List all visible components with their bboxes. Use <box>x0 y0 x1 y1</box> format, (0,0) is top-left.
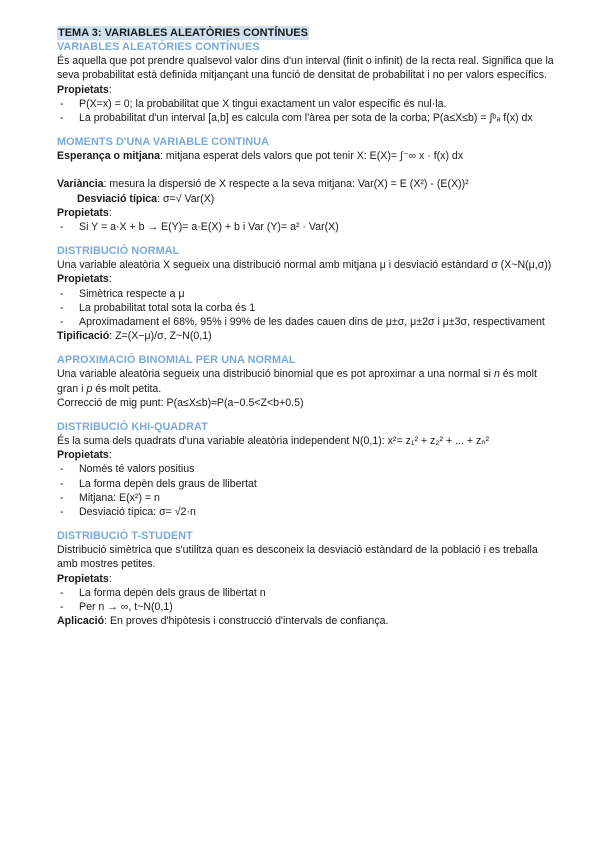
section-intro: És la suma dels quadrats d'una variable aleatòria independent N(0,1): x²= z₁² + z₂² + ... + zₙ² <box>57 435 490 448</box>
properties-list <box>57 97 557 125</box>
standardization-line: Tipificació: Z=(X−μ)/σ, Z~N(0,1) <box>57 330 212 343</box>
properties-heading: Propietats: <box>57 572 112 585</box>
properties-list <box>57 462 557 519</box>
properties-list <box>57 586 557 614</box>
section-intro: Una variable aleatòria segueix una distribució binomial que es pot aproximar a una normal si n és molt gran i p és molt petita. <box>57 368 537 395</box>
section-intro: És aquella que pot prendre qualsevol valor dins d'un interval (finit o infinit) de la recta real. Significa que la seva probabilitat està definida mitjançant una funció de densitat de probabilitat i no per valors específics. <box>57 55 554 82</box>
list-item: - La probabilitat d'un interval [a,b] es calcula com l'àrea per sota de la corba; P(a≤X≤b) = ∫ᵇₐ f(x) dx <box>57 111 557 125</box>
section-heading: MOMENTS D'UNA VARIABLE CONTINUA <box>57 136 269 149</box>
document-body <box>57 26 557 629</box>
properties-list <box>57 220 557 234</box>
application-line: Aplicació: En proves d'hipòtesis i construcció d'intervals de confiança. <box>57 615 389 628</box>
expectation-line: Esperança o mitjana: mitjana esperat dels valors que pot tenir X: E(X)= ∫⁻∞ x · f(x) dx <box>57 150 464 163</box>
section-t-student <box>57 529 557 628</box>
section-variables-aleatories <box>57 40 557 125</box>
section-moments <box>57 135 557 234</box>
section-binomial-approx <box>57 353 557 410</box>
spacer <box>57 163 557 177</box>
properties-heading: Propietats: <box>57 206 112 219</box>
list-item: - La forma depèn dels graus de llibertat <box>57 477 557 491</box>
list-item: - P(X=x) = 0; la probabilitat que X tingui exactament un valor específic és nul·la. <box>57 97 557 111</box>
section-heading: APROXIMACIÓ BINOMIAL PER UNA NORMAL <box>57 354 296 367</box>
correction-line: Correcció de mig punt: P(a≤X≤b)≈P(a−0.5<Z<b+0.5) <box>57 396 304 409</box>
list-item: - Simètrica respecte a μ <box>57 287 557 301</box>
section-heading: VARIABLES ALEATÒRIES CONTÍNUES <box>57 41 260 54</box>
document-title: TEMA 3: VARIABLES ALEATÒRIES CONTÍNUES <box>58 27 308 39</box>
list-item: - Per n → ∞, t~N(0,1) <box>57 600 557 614</box>
section-intro: Una variable aleatòria X segueix una distribució normal amb mitjana μ i desviació estàndard σ (X~N(μ,σ)) <box>57 259 552 272</box>
std-dev-line: Desviació típica: σ=√ Var(X) <box>77 192 215 205</box>
list-item: - La forma depèn dels graus de llibertat n <box>57 586 557 600</box>
section-intro: Distribució simètrica que s'utilitza quan es desconeix la desviació estàndard de la població i es treballa amb mostres petites. <box>57 544 538 571</box>
list-item: - Aproximadament el 68%, 95% i 99% de les dades cauen dins de μ±σ, μ±2σ i μ±3σ, respectivament <box>57 315 557 329</box>
variance-line: Variància: mesura la dispersió de X respecte a la seva mitjana: Var(X) = E (X²) - (E(X))² <box>57 178 469 191</box>
section-heading: DISTRIBUCIÓ NORMAL <box>57 245 180 258</box>
section-normal <box>57 244 557 343</box>
properties-heading: Propietats: <box>57 83 112 96</box>
properties-heading: Propietats: <box>57 449 112 462</box>
section-khi-quadrat <box>57 420 557 519</box>
list-item: - Només té valors positius <box>57 462 557 476</box>
list-item: - Si Y = a·X + b → E(Y)= a·E(X) + b i Var (Y)= a² · Var(X) <box>57 220 557 234</box>
list-item: - Mitjana: E(x²) = n <box>57 491 557 505</box>
list-item: - Desviació típica: σ= √2·n <box>57 505 557 519</box>
section-heading: DISTRIBUCIÓ T-STUDENT <box>57 530 193 543</box>
properties-list <box>57 287 557 330</box>
section-heading: DISTRIBUCIÓ KHI-QUADRAT <box>57 421 208 434</box>
list-item: - La probabilitat total sota la corba és 1 <box>57 301 557 315</box>
properties-heading: Propietats: <box>57 273 112 286</box>
